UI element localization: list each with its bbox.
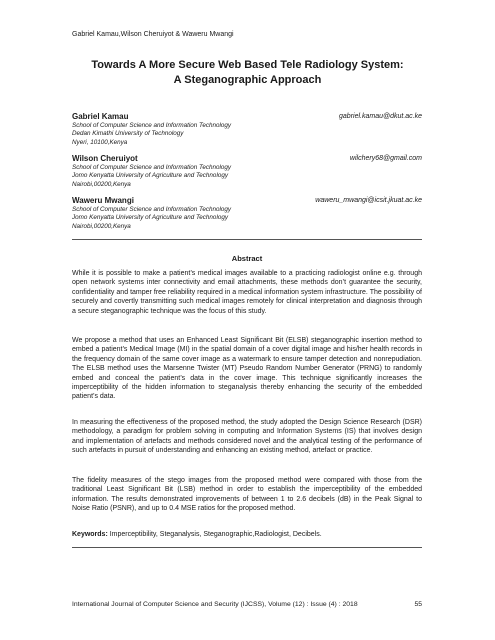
author-email[interactable]: gabriel.kamau@dkut.ac.ke	[339, 113, 422, 120]
author-email[interactable]: waweru_mwangi@icsit.jkuat.ac.ke	[315, 197, 422, 204]
author-affiliation: School of Computer Science and Information Technology	[72, 122, 232, 129]
author-affiliation: Nairobi,00200,Kenya	[72, 222, 131, 230]
running-head: Gabriel Kamau,Wilson Cheruiyot & Waweru Mwangi	[72, 31, 234, 38]
author-affiliation: Jomo Kenyatta University of Agriculture and Technology	[72, 214, 228, 222]
abstract-paragraph: In measuring the effectiveness of the proposed method, the study adopted the Design Science Research (DSR) methodology, a paradigm for problem solving in computing and Information Systems (IS) that involves design and implementation of artefacts and methods considered novel and the analytical testing of the performance of such artefacts in pursuit of understanding and enhancing an existing method, artefact or practice.	[72, 419, 422, 455]
divider-bottom	[72, 547, 422, 548]
title-line-1: Towards A More Secure Web Based Tele Radiology System:	[91, 59, 404, 71]
page-footer	[72, 601, 422, 608]
abstract-heading: Abstract	[231, 254, 263, 263]
paper-title	[40, 58, 455, 88]
author-name: Wilson Cheruiyot	[72, 154, 138, 163]
keywords-label: Keywords:	[72, 531, 108, 538]
author-affiliation: School of Computer Science and Information Technology	[72, 206, 232, 213]
author-affiliation: School of Computer Science and Information Technology	[72, 164, 232, 171]
abstract-paragraph: The fidelity measures of the stego images from the proposed method were compared with those from the traditional Least Significant Bit (LSB) method in order to establish the imperceptibility of the embedded information. The results demonstrated improvements of between 1 to 2.6 decibels (dB) in the Peak Signal to Noise Ratio (PSNR), and up to 0.4 MSE ratios for the proposed method.	[72, 477, 422, 513]
author-block-2	[72, 154, 422, 189]
title-line-2: A Steganographic Approach	[173, 74, 322, 86]
keywords-text: Imperceptibility, Steganalysis, Steganographic,Radiologist, Decibels.	[107, 531, 322, 538]
journal-citation: International Journal of Computer Science and Security (IJCSS), Volume (12) : Issue (4) : 2018	[72, 601, 358, 608]
divider-top	[72, 239, 422, 240]
author-name: Waweru Mwangi	[72, 196, 134, 205]
author-email[interactable]: wilchery68@gmail.com	[349, 155, 422, 162]
author-affiliation: Dedan Kimathi University of Technology	[72, 130, 184, 138]
abstract-paragraph: While it is possible to make a patient’s medical images available to a practicing radiologist online e.g. through open network systems inter connectivity and email attachments, these methods don’t guarantee the security, confidentiality and tamper free reliability required in a medical information system infrastructure. The possibility of securely and covertly transmitting such medical images remotely for clinical interpretation and diagnosis through a secure steganographic technique was the focus of this study.	[72, 270, 422, 315]
author-name: Gabriel Kamau	[72, 112, 129, 121]
author-block-1	[72, 112, 422, 147]
keywords-line	[72, 530, 422, 539]
author-affiliation: Jomo Kenyatta University of Agriculture and Technology	[72, 172, 228, 180]
page-number: 55	[414, 601, 422, 608]
author-affiliation: Nairobi,00200,Kenya	[72, 180, 131, 188]
abstract-paragraph: We propose a method that uses an Enhanced Least Significant Bit (ELSB) steganographic insertion method to embed a patient’s Medical Image (MI) in the spatial domain of a cover digital image and his/her health records in the frequency domain of the same cover image as a watermark to ensure tamper detection and nonrepudiation. The ELSB method uses the Marsenne Twister (MT) Pseudo Random Number Generator (PRNG) to randomly embed and conceal the patient’s data in the cover image. This technique significantly increases the imperceptibility of the hidden information to steganalysis thereby enhancing the security of the embedded patient’s data.	[72, 337, 422, 401]
author-block-3	[72, 196, 422, 231]
author-affiliation: Nyeri, 10100,Kenya	[72, 138, 128, 146]
